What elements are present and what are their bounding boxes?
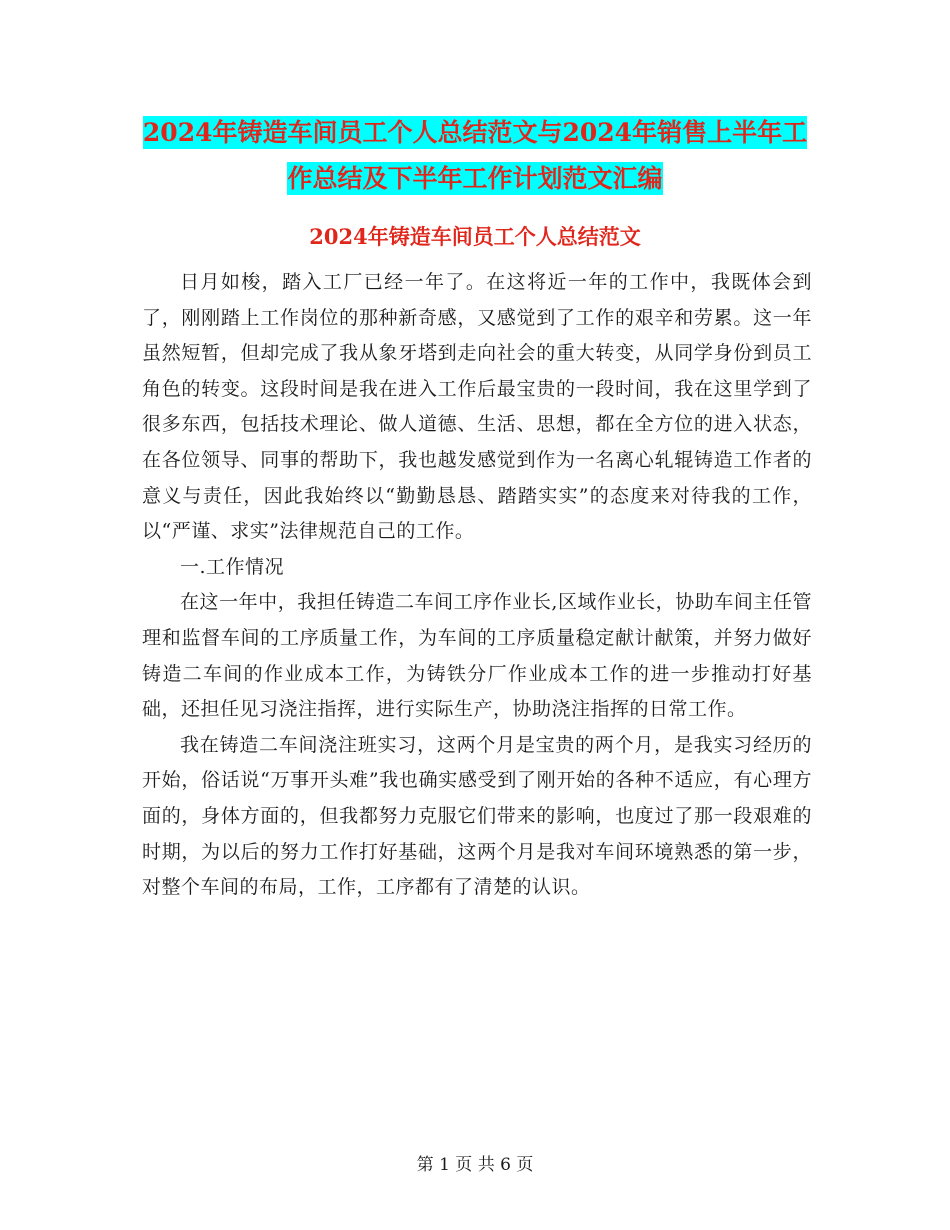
- document-title-text: 2024年铸造车间员工个人总结范文与2024年销售上半年工作总结及下半年工作计划范文汇编: [142, 118, 808, 193]
- section-title: 2024年铸造车间员工个人总结范文: [309, 224, 641, 249]
- document-title: [140, 110, 810, 202]
- paragraph-intro: 日月如梭，踏入工厂已经一年了。在这将近一年的工作中，我既体会到了，刚刚踏上工作岗位的那种新奇感，又感觉到了工作的艰辛和劳累。这一年虽然短暂，但却完成了我从象牙塔到走向社会的重大转变，从同学身份到员工角色的转变。这段时间是我在进入工作后最宝贵的一段时间，我在这里学到了很多东西，包括技术理论、做人道德、生活、思想，都在全方位的进入状态，在各位领导、同事的帮助下，我也越发感觉到作为一名离心轧辊铸造工作者的意义与责任，因此我始终以“勤勤恳恳、踏踏实实”的态度来对待我的工作，以“严谨、求实”法律规范自己的工作。: [142, 271, 812, 543]
- page-footer: 第 1 页 共 6 页: [416, 1155, 534, 1175]
- document-body: [142, 265, 812, 906]
- paragraph-heading-work: 一.工作情况: [180, 555, 285, 578]
- paragraph-internship: 我在铸造二车间浇注班实习，这两个月是宝贵的两个月，是我实习经历的开始，俗话说“万事开头难”我也确实感受到了刚开始的各种不适应，有心理方面的，身体方面的，但我都努力克服它们带来的影响，也度过了那一段艰难的时期，为以后的努力工作打好基础，这两个月是我对车间环境熟悉的第一步，对整个车间的布局，工作，工序都有了清楚的认识。: [142, 733, 812, 899]
- paragraph-work-situation: 在这一年中，我担任铸造二车间工序作业长,区域作业长，协助车间主任管理和监督车间的工序质量工作，为车间的工序质量稳定献计献策，并努力做好铸造二车间的作业成本工作，为铸铁分厂作业成本工作的进一步推动打好基础，还担任见习浇注指挥，进行实际生产，协助浇注指挥的日常工作。: [142, 591, 812, 721]
